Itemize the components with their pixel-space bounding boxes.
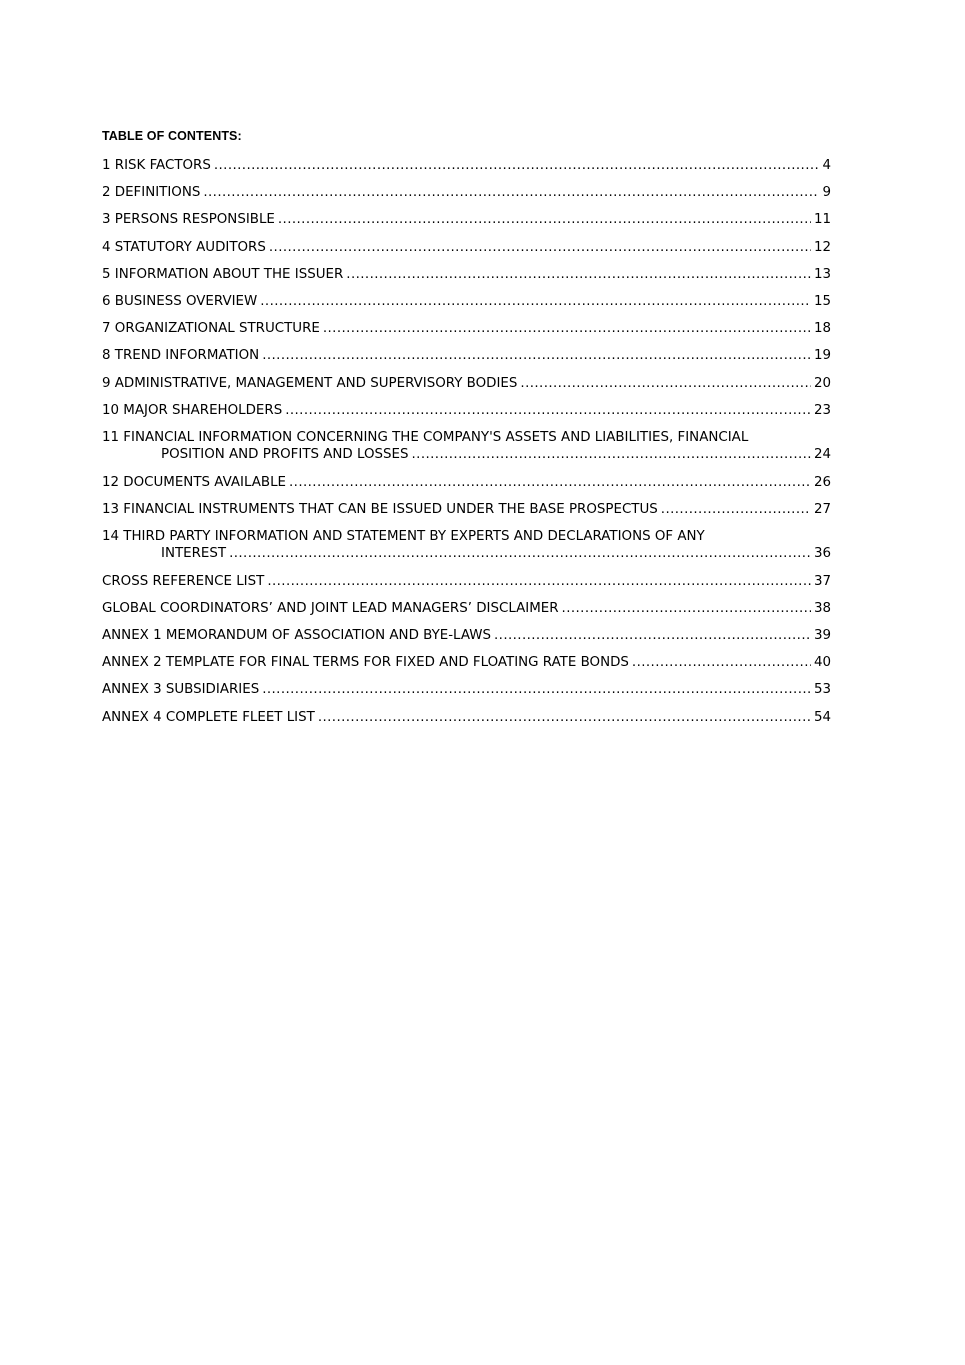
toc-entry-title-continuation: INTEREST [161, 546, 227, 562]
dot-leader [661, 501, 811, 519]
toc-entry-row [102, 627, 837, 645]
toc-page-number: 12 [813, 239, 831, 255]
toc-entry-title: 4 STATUTORY AUDITORS [102, 239, 266, 255]
dot-leader [269, 239, 811, 257]
toc-page-number: 36 [813, 546, 831, 562]
dot-leader [285, 402, 811, 420]
dot-leader [323, 320, 811, 338]
dot-leader [562, 600, 811, 618]
toc-entry-title: 5 INFORMATION ABOUT THE ISSUER [102, 266, 344, 282]
toc-entry-row [102, 501, 837, 519]
toc-entry-row [102, 545, 837, 563]
toc-page-number: 18 [813, 321, 831, 337]
toc-entry-row [102, 709, 837, 727]
toc-page-number: 11 [813, 212, 831, 228]
toc-entry-title: 9 ADMINISTRATIVE, MANAGEMENT AND SUPERVISORY BODIES [102, 375, 518, 391]
toc-entry-row [102, 211, 837, 229]
toc-entry-title-continuation: POSITION AND PROFITS AND LOSSES [161, 447, 409, 463]
toc-entry[interactable] [102, 293, 837, 311]
toc-entry-title: ANNEX 4 COMPLETE FLEET LIST [102, 709, 315, 725]
toc-heading: TABLE OF CONTENTS: [102, 129, 242, 143]
toc-entry-title: 2 DEFINITIONS [102, 185, 201, 201]
toc-entry-row [102, 474, 837, 492]
dot-leader [278, 211, 811, 229]
toc-entry-row [102, 157, 837, 175]
dot-leader [494, 627, 811, 645]
toc-entry[interactable] [102, 501, 837, 519]
toc-entry-title: 1 RISK FACTORS [102, 158, 211, 173]
toc-page-number: 13 [813, 266, 831, 282]
toc-entry-title: ANNEX 2 TEMPLATE FOR FINAL TERMS FOR FIXED AND FLOATING RATE BONDS [102, 655, 629, 671]
toc-entry-row [102, 600, 837, 618]
toc-entry[interactable] [102, 429, 837, 464]
toc-entry-row [102, 239, 837, 257]
toc-entry-title: ANNEX 1 MEMORANDUM OF ASSOCIATION AND BYE-LAWS [102, 628, 491, 643]
toc-entry[interactable] [102, 157, 837, 175]
toc-entry[interactable] [102, 681, 837, 699]
toc-page-number: 20 [813, 375, 831, 391]
toc-entry-title: 10 MAJOR SHAREHOLDERS [102, 402, 283, 418]
toc-entry-row [102, 654, 837, 672]
toc-page-number: 54 [813, 709, 831, 725]
toc-entry[interactable] [102, 320, 837, 338]
dot-leader [260, 293, 811, 311]
dot-leader [203, 184, 819, 202]
toc-page-number: 40 [813, 655, 831, 671]
toc-entry-row [102, 446, 837, 464]
toc-entry[interactable] [102, 239, 837, 257]
toc-entry-row [102, 573, 837, 591]
toc-entry-row [102, 320, 837, 338]
toc-entry-row [102, 266, 837, 284]
toc-entry-title: ANNEX 3 SUBSIDIARIES [102, 682, 260, 698]
toc-page-number: 19 [813, 348, 831, 364]
toc-entry[interactable] [102, 528, 837, 563]
toc-entry-title: GLOBAL COORDINATORS’ AND JOINT LEAD MANAGERS’ DISCLAIMER [102, 600, 559, 616]
toc-entry-title: 12 DOCUMENTS AVAILABLE [102, 474, 287, 490]
toc-entry[interactable] [102, 709, 837, 727]
toc-entry[interactable] [102, 375, 837, 393]
toc-entry-title: 14 THIRD PARTY INFORMATION AND STATEMENT BY EXPERTS AND DECLARATIONS OF ANY [102, 528, 705, 544]
dot-leader [412, 446, 811, 464]
toc-list [102, 157, 837, 726]
toc-entry-row [102, 402, 837, 420]
toc-entry-title: 11 FINANCIAL INFORMATION CONCERNING THE COMPANY'S ASSETS AND LIABILITIES, FINANCIAL [102, 429, 749, 445]
toc-entry[interactable] [102, 627, 837, 645]
dot-leader [289, 474, 811, 492]
toc-page-number: 37 [813, 573, 831, 589]
toc-entry-title: 13 FINANCIAL INSTRUMENTS THAT CAN BE ISSUED UNDER THE BASE PROSPECTUS [102, 501, 658, 517]
toc-page-number: 9 [822, 185, 831, 201]
toc-entry[interactable] [102, 402, 837, 420]
toc-page-number: 23 [813, 402, 831, 418]
dot-leader [520, 375, 811, 393]
toc-entry[interactable] [102, 266, 837, 284]
dot-leader [262, 347, 811, 365]
dot-leader [262, 681, 811, 699]
dot-leader [229, 545, 811, 563]
toc-page-number: 39 [813, 628, 831, 643]
toc-entry-row [102, 681, 837, 699]
toc-entry[interactable] [102, 474, 837, 492]
toc-entry-row [102, 375, 837, 393]
toc-entry-title: 6 BUSINESS OVERVIEW [102, 293, 258, 309]
toc-entry[interactable] [102, 211, 837, 229]
toc-entry[interactable] [102, 600, 837, 618]
toc-page-number: 38 [813, 600, 831, 616]
table-of-contents [102, 128, 837, 736]
toc-entry-title: 7 ORGANIZATIONAL STRUCTURE [102, 321, 320, 337]
toc-entry[interactable] [102, 654, 837, 672]
toc-page-number: 26 [813, 474, 831, 490]
dot-leader [214, 157, 820, 175]
toc-page-number: 15 [813, 293, 831, 309]
toc-entry-title: 3 PERSONS RESPONSIBLE [102, 212, 275, 228]
toc-page-number: 24 [813, 447, 831, 463]
dot-leader [267, 573, 811, 591]
toc-page-number: 53 [813, 682, 831, 698]
toc-page-number: 27 [813, 501, 831, 517]
toc-entry-row [102, 293, 837, 311]
toc-entry-title: 8 TREND INFORMATION [102, 348, 260, 364]
dot-leader [632, 654, 811, 672]
dot-leader [346, 266, 811, 284]
toc-entry-row [102, 184, 837, 202]
toc-entry-row [102, 347, 837, 365]
toc-page-number: 4 [822, 158, 831, 173]
toc-entry[interactable] [102, 184, 837, 202]
toc-entry[interactable] [102, 573, 837, 591]
toc-entry-title: CROSS REFERENCE LIST [102, 573, 265, 589]
toc-entry[interactable] [102, 347, 837, 365]
dot-leader [318, 709, 811, 727]
